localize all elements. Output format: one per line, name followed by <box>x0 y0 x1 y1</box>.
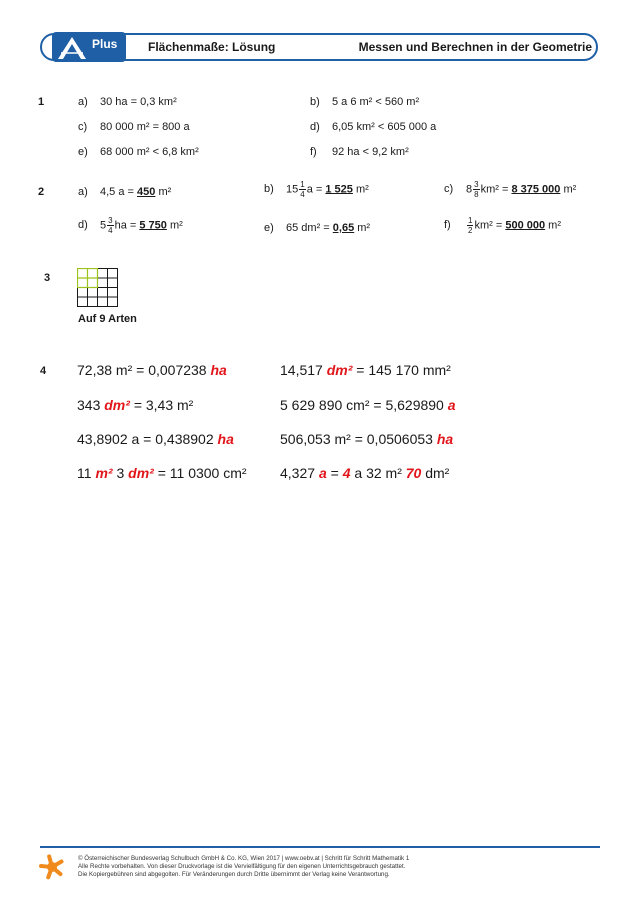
answer: 8 375 000 <box>511 183 561 196</box>
task-number-4: 4 <box>40 365 47 377</box>
publisher-logo-icon <box>38 853 66 883</box>
task4-row2-left: 343 dm² = 3,43 m² <box>77 397 194 413</box>
task2-item-f: f) $\frac{1}{2}$ km² = 500 000 m² <box>444 216 561 235</box>
task1-item-f: f) 92 ha < 9,2 km² <box>310 146 409 158</box>
task2-item-a: a) 4,5 a = 450 m² <box>78 186 172 198</box>
task4-row1-right: 14,517 dm² = 145 170 mm² <box>280 362 451 378</box>
answer: 1 525 <box>325 183 353 196</box>
fraction: $\frac{1}{2}$ <box>468 216 473 235</box>
task4-row3-left: 43,8902 a = 0,438902 ha <box>77 431 234 447</box>
answer: 0,65 <box>332 222 355 234</box>
fraction: $\frac{3}{4}$ <box>108 216 113 235</box>
task1-item-b: b) 5 a 6 m² < 560 m² <box>310 96 420 108</box>
answer: 5 750 <box>139 219 167 232</box>
task2-item-c: c) 8 $\frac{3}{8}$ km² = 8 375 000 m² <box>444 180 577 199</box>
page-subtitle: Messen und Berechnen in der Geometrie <box>358 40 592 54</box>
square-grid-figure <box>77 268 119 308</box>
fraction: $\frac{1}{4}$ <box>300 180 305 199</box>
task-number-1: 1 <box>38 96 45 108</box>
task2-item-b: b) 15 $\frac{1}{4}$ a = 1 525 m² <box>264 180 369 199</box>
task-number-3: 3 <box>44 272 51 284</box>
logo-label: Plus <box>92 37 118 51</box>
plus-logo <box>52 32 126 62</box>
answer: 500 000 <box>505 219 546 232</box>
task1-item-a: a) 30 ha = 0,3 km² <box>78 96 177 108</box>
footer-copyright: © Österreichischer Bundesverlag Schulbuch GmbH & Co. KG, Wien 2017 | www.oebv.at | Schritt für Schritt Mathematik 1 Alle Rechte vorbehalten. Von dieser Druckvorlage ist die Vervielfältigung für den eigenen Unterrichtsgebrauch gestattet. Die Kopiergebühren sind abgegolten. Für Veränderungen durch Dritte übernimmt der Verlag keine Verantwortung. <box>78 855 410 879</box>
task4-row2-right: 5 629 890 cm² = 5,629890 a <box>280 397 456 413</box>
task2-item-d: d) 5 $\frac{3}{4}$ ha = 5 750 m² <box>78 216 183 235</box>
task4-row3-right: 506,053 m² = 0,0506053 ha <box>280 431 454 447</box>
task1-item-c: c) 80 000 m² = 800 a <box>78 121 190 133</box>
task2-item-e: e) 65 dm² = 0,65 m² <box>264 222 371 234</box>
page-title: Flächenmaße: Lösung <box>148 40 276 54</box>
task4-row4-right: 4,327 a = 4 a 32 m² 70 dm² <box>280 465 450 481</box>
task4-row4-left: 11 m² 3 dm² = 11 0300 cm² <box>77 465 247 481</box>
task3-caption: Auf 9 Arten <box>78 313 137 325</box>
task1-item-d: d) 6,05 km² < 605 000 a <box>310 121 437 133</box>
footer-divider <box>40 846 600 848</box>
task4-row1-left: 72,38 m² = 0,007238 ha <box>77 362 227 378</box>
fraction: $\frac{3}{8}$ <box>474 180 479 199</box>
task-number-2: 2 <box>38 186 45 198</box>
task1-item-e: e) 68 000 m² < 6,8 km² <box>78 146 199 158</box>
answer: 450 <box>137 186 156 198</box>
